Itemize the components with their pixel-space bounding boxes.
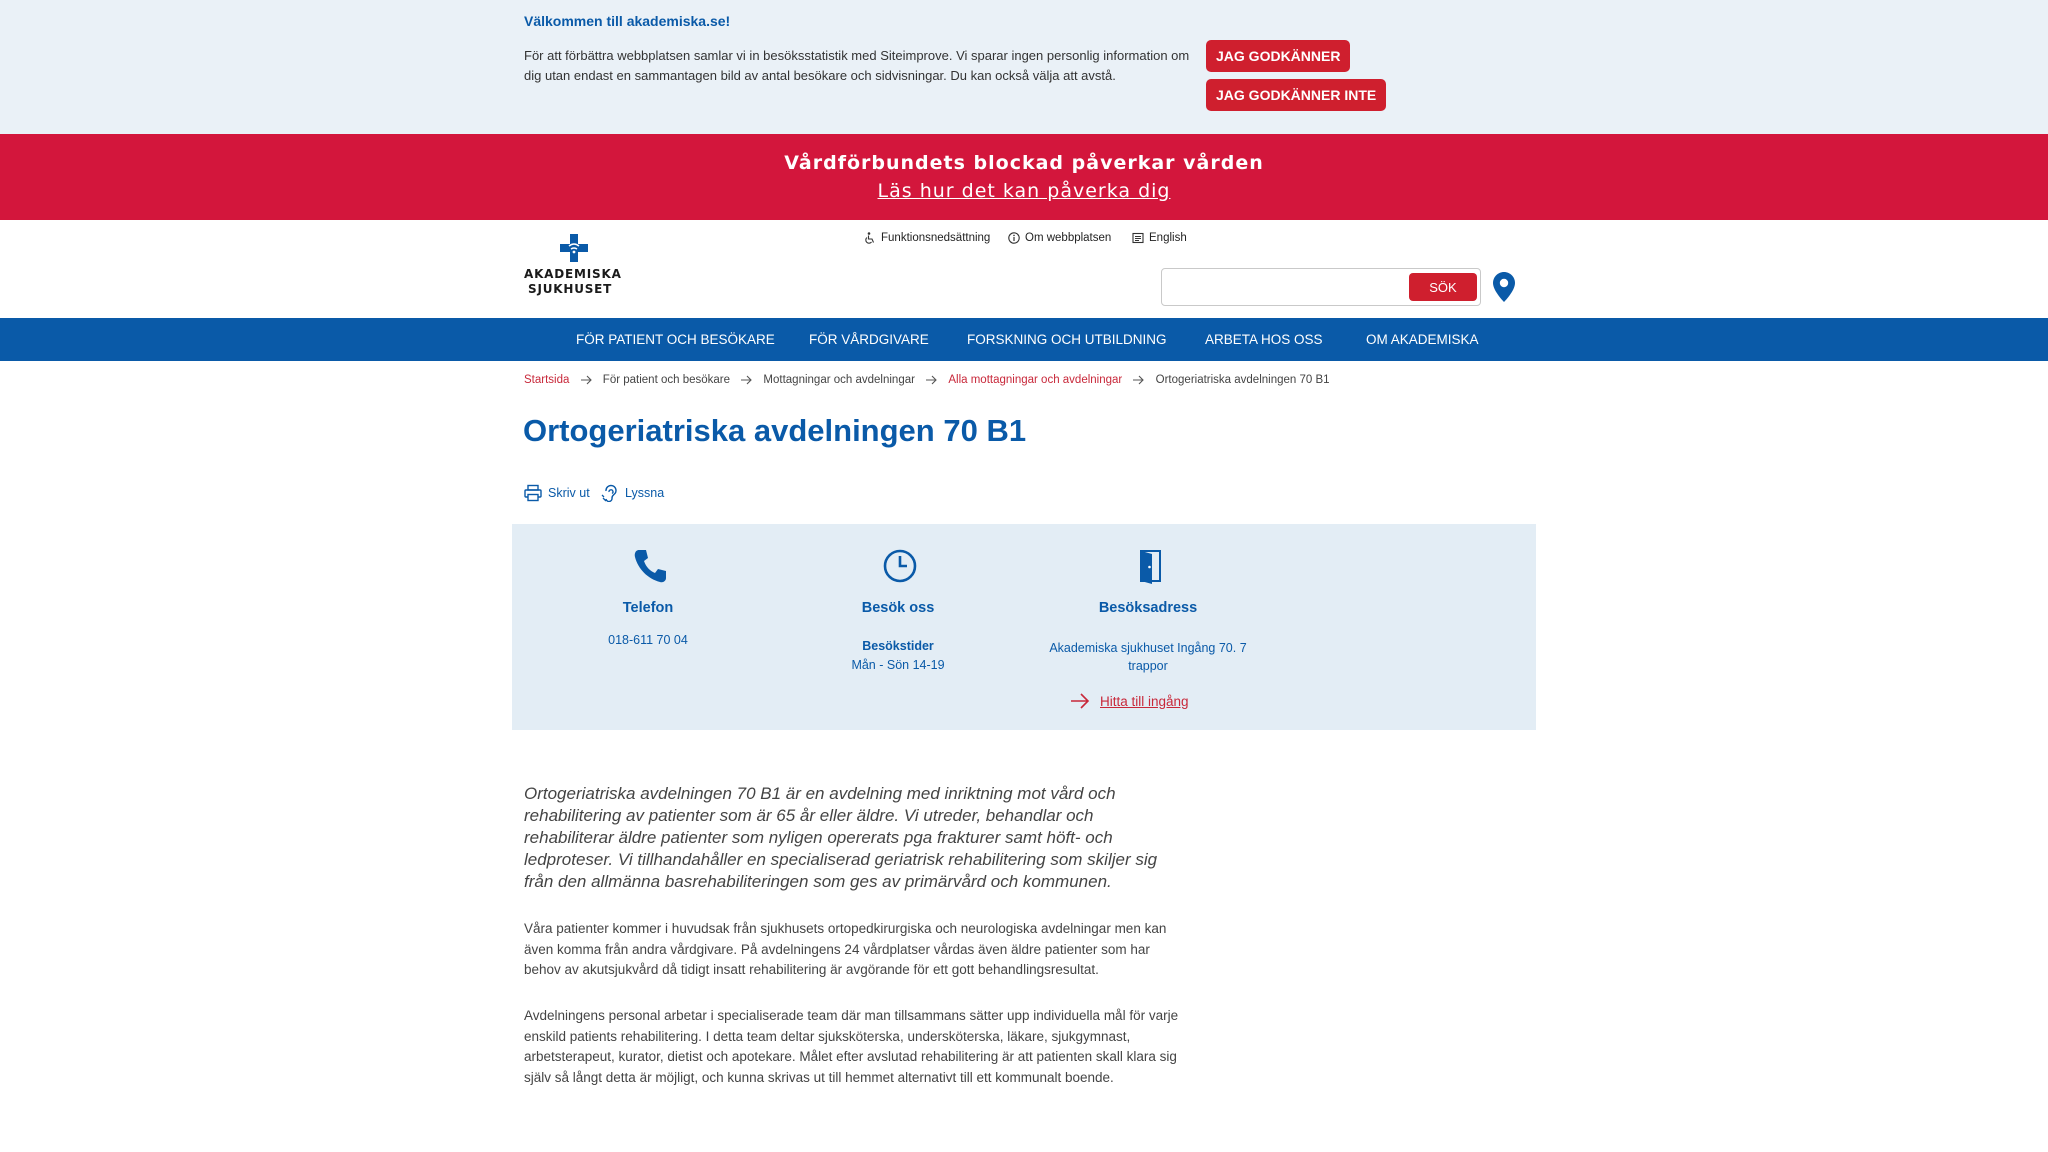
- cookie-title: Välkommen till akademiska.se!: [524, 13, 731, 29]
- page-title: Ortogeriatriska avdelningen 70 B1: [523, 413, 1027, 448]
- main-navigation: [0, 318, 2048, 361]
- breadcrumb-item[interactable]: Startsida: [524, 374, 570, 386]
- search-input[interactable]: [1166, 273, 1366, 301]
- cookie-decline-button[interactable]: JAG GODKÄNNER INTE: [1206, 79, 1386, 111]
- find-entrance-link[interactable]: [1070, 692, 1189, 710]
- nav-item-about[interactable]: OM AKADEMISKA: [1366, 332, 1479, 347]
- toplink-english-label: English: [1149, 232, 1187, 244]
- body-paragraph: Våra patienter kommer i huvudsak från sjukhusets ortopedkirurgiska och neurologiska avdelningar men kan även komma från andra vårdgivare. På avdelningens 24 vårdplatser vårdas även äldre patienter som har behov av akutsjukvård då tidigt insatt rehabilitering är avgörande för ett gott behandlingsresultat.: [524, 921, 1167, 977]
- visit-hours: Mån - Sön 14-19: [851, 658, 945, 672]
- nav-item-careers[interactable]: ARBETA HOS OSS: [1205, 332, 1323, 347]
- alert-banner: [0, 134, 2048, 220]
- clock-icon: [883, 548, 917, 584]
- toplink-about[interactable]: [1008, 232, 1111, 244]
- arrow-right-icon: [1070, 692, 1090, 710]
- arrow-right-icon: [581, 375, 592, 385]
- door-icon: [1133, 548, 1167, 584]
- location-pin-icon[interactable]: [1493, 272, 1515, 302]
- listen-label: Lyssna: [625, 486, 665, 500]
- ear-icon: [601, 484, 619, 502]
- visit-heading: Besök oss: [861, 600, 935, 616]
- cross-logo-icon: [560, 234, 588, 262]
- phone-heading: Telefon: [622, 600, 674, 616]
- arrow-right-icon: [1133, 375, 1144, 385]
- phone-icon: [633, 548, 667, 584]
- arrow-right-icon: [926, 375, 937, 385]
- site-header: [0, 220, 2048, 318]
- arrow-right-icon: [741, 375, 752, 385]
- nav-item-research[interactable]: FORSKNING OCH UTBILDNING: [967, 332, 1167, 347]
- intro-paragraph: Ortogeriatriska avdelningen 70 B1 är en avdelning med inriktning mot vård och rehabilitering av patienter som är 65 år eller äldre. Vi utreder, behandlar och rehabiliterar äldre patienter som nyligen opererats pga frakturer samt höft- och ledproteser. Vi tillhandahåller en specialiserad geriatrisk rehabilitering som skiljer sig från den allmänna basrehabiliteringen som ges av primärvård och kommunen.: [524, 784, 1158, 891]
- phone-number[interactable]: 018-611 70 04: [608, 633, 688, 647]
- nav-item-patient[interactable]: FÖR PATIENT OCH BESÖKARE: [576, 332, 775, 347]
- find-entrance-label: Hitta till ingång: [1100, 693, 1189, 709]
- logo-line-1: AKADEMISKA: [524, 267, 622, 281]
- toplink-accessibility-label: Funktionsnedsättning: [881, 232, 991, 244]
- accessibility-icon: [864, 232, 876, 244]
- breadcrumb: [524, 374, 1330, 386]
- alert-link[interactable]: Läs hur det kan påverka dig: [877, 180, 1171, 202]
- address-text: Akademiska sjukhuset Ingång 70. 7 trappor: [1049, 641, 1247, 673]
- logo-line-2: SJUKHUSET: [528, 282, 613, 296]
- cookie-banner: [0, 0, 2048, 134]
- toplink-accessibility[interactable]: [864, 232, 990, 244]
- address-heading: Besöksadress: [1098, 600, 1198, 616]
- cookie-accept-button[interactable]: JAG GODKÄNNER: [1206, 40, 1350, 72]
- breadcrumb-current: Ortogeriatriska avdelningen 70 B1: [1155, 374, 1330, 386]
- print-label: Skriv ut: [548, 486, 590, 500]
- contact-info-panel: [512, 524, 1536, 730]
- info-icon: [1008, 232, 1020, 244]
- toplink-about-label: Om webbplatsen: [1025, 232, 1112, 244]
- visit-hours-heading: Besökstider: [862, 639, 934, 653]
- toplink-english[interactable]: [1132, 232, 1187, 244]
- body-paragraph: Avdelningens personal arbetar i specialiserade team där man tillsammans sätter upp individuella mål för varje enskild patients rehabilitering. I detta team deltar sjuksköterska, undersköterska, läkare, sjukgymnast, arbetsterapeut, kurator, dietist och apotekare. Målet efter avslutad rehabilitering är att patienten skall klara sig själv så långt detta är möjligt, och kunna skrivas ut till hemmet alternativt till ett kommunalt boende.: [524, 1008, 1179, 1085]
- print-button[interactable]: [524, 484, 590, 502]
- cookie-text: För att förbättra webbplatsen samlar vi in besöksstatistik med Siteimprove. Vi sparar ingen personlig information om dig utan endast en sammantagen bild av antal besökare och sidvisningar. Du kan också välja att avstå.: [524, 48, 1190, 83]
- nav-item-caregivers[interactable]: FÖR VÅRDGIVARE: [809, 332, 929, 347]
- listen-button[interactable]: [601, 484, 664, 502]
- alert-title: Vårdförbundets blockad påverkar vården: [784, 152, 1264, 174]
- printer-icon: [524, 484, 542, 502]
- breadcrumb-item[interactable]: Alla mottagningar och avdelningar: [948, 374, 1123, 386]
- search-button[interactable]: SÖK: [1409, 273, 1477, 301]
- breadcrumb-item[interactable]: För patient och besökare: [602, 374, 731, 386]
- breadcrumb-item[interactable]: Mottagningar och avdelningar: [763, 374, 915, 386]
- language-icon: [1132, 232, 1144, 244]
